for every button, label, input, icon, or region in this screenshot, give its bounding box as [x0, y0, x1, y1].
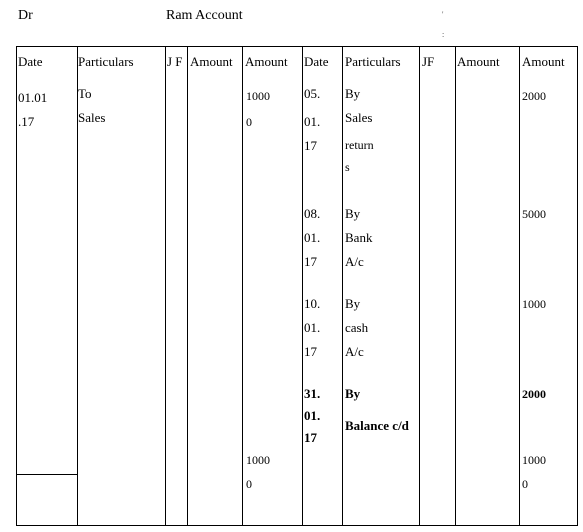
column-divider	[419, 46, 420, 526]
credit-particulars: By	[345, 296, 361, 311]
credit-amount: 1000	[522, 297, 546, 311]
header-amount: Amount	[190, 54, 233, 69]
credit-particulars: return	[345, 138, 374, 152]
header-jf: JF	[422, 54, 435, 69]
credit-date: 01.	[304, 408, 321, 423]
credit-particulars: Balance c/d	[345, 418, 409, 433]
debit-particulars: To	[78, 86, 92, 101]
credit-date: 17	[304, 138, 317, 153]
credit-date: 31.	[304, 386, 321, 401]
column-divider	[302, 46, 303, 526]
credit-particulars: A/c	[345, 344, 364, 359]
credit-date: 17	[304, 344, 317, 359]
credit-amount: 2000	[522, 89, 546, 103]
credit-particulars: Bank	[345, 230, 373, 245]
credit-particulars: By	[345, 386, 361, 401]
account-title: Ram Account	[166, 8, 243, 23]
column-divider	[342, 46, 343, 526]
debit-total: 0	[246, 477, 252, 491]
credit-amount: 5000	[522, 207, 546, 221]
credit-particulars: Sales	[345, 110, 373, 125]
header-particulars: Particulars	[78, 54, 134, 69]
debit-total: 1000	[246, 453, 270, 467]
debit-date: .17	[18, 114, 35, 129]
credit-particulars: By	[345, 206, 361, 221]
credit-particulars: s	[345, 160, 350, 174]
date-cell-divider	[16, 474, 78, 475]
credit-date: 17	[304, 430, 317, 445]
credit-date: 17	[304, 254, 317, 269]
debit-amount: 0	[246, 115, 252, 129]
header-amount: Amount	[245, 54, 288, 69]
column-divider	[455, 46, 456, 526]
credit-date: 05.	[304, 86, 321, 101]
debit-particulars: Sales	[78, 110, 106, 125]
header-date: Date	[304, 54, 329, 69]
header-amount: Amount	[457, 54, 500, 69]
column-divider	[165, 46, 166, 526]
dr-label: Dr	[18, 8, 33, 23]
tick-mark: '	[442, 10, 444, 19]
header-particulars: Particulars	[345, 54, 401, 69]
header-date: Date	[18, 54, 43, 69]
credit-date: 08.	[304, 206, 321, 221]
credit-amount: 2000	[522, 387, 546, 401]
credit-particulars: A/c	[345, 254, 364, 269]
credit-total: 0	[522, 477, 528, 491]
credit-particulars: By	[345, 86, 361, 101]
credit-date: 01.	[304, 230, 321, 245]
debit-amount: 1000	[246, 89, 270, 103]
tick-mark: :	[442, 30, 445, 39]
credit-particulars: cash	[345, 320, 369, 335]
column-divider	[242, 46, 243, 526]
column-divider	[187, 46, 188, 526]
column-divider	[519, 46, 520, 526]
credit-date: 10.	[304, 296, 321, 311]
credit-date: 01.	[304, 114, 321, 129]
credit-total: 1000	[522, 453, 546, 467]
header-jf: J F	[167, 54, 183, 69]
credit-date: 01.	[304, 320, 321, 335]
header-amount: Amount	[522, 54, 565, 69]
debit-date: 01.01	[18, 90, 48, 105]
